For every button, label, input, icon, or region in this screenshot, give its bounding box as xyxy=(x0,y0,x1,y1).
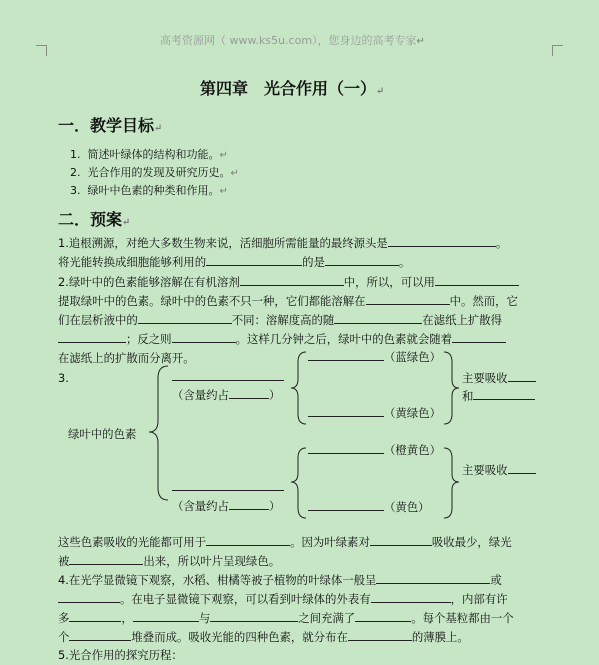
section-heading: 一．教学目标↵ xyxy=(58,116,163,135)
list-item: 1. 简述叶绿体的结构和功能。↵ xyxy=(70,148,228,161)
question-2-line4: ；反之则 。这样几分钟之后，绿叶中的色素就会随着 xyxy=(58,329,506,349)
content-label-2: （含量约占 ） xyxy=(172,499,281,513)
question-1-line2: 将光能转换成细胞能够利用的 的是 。 xyxy=(58,255,411,269)
question-2-line5: 在滤纸上的扩散而分离开。 xyxy=(58,351,195,365)
list-item: 2. 光合作用的发现及研究历史。↵ xyxy=(70,166,239,179)
pigment-blue-green: （蓝绿色） xyxy=(308,347,441,367)
diagram-root-label: 绿叶中的色素 xyxy=(68,427,137,441)
paragraph-mark-icon: ↵ xyxy=(219,150,228,161)
question-4: 4.在光学显微镜下观察，水稻、柑橘等被子植物的叶绿体一般呈 或 xyxy=(58,573,502,587)
pigment-use-line2: 被 出来，所以叶片呈现绿色。 xyxy=(58,554,281,568)
question-1: 1.追根溯源，对绝大多数生物来说，活细胞所需能量的最终源头是 。 xyxy=(58,236,508,250)
content-blank-2 xyxy=(172,477,284,497)
question-5: 5.光合作用的探究历程： xyxy=(58,648,183,662)
paragraph-mark-icon: ↵ xyxy=(230,168,239,179)
section-heading: 二．预案↵ xyxy=(58,210,131,229)
paragraph-mark-icon: ↵ xyxy=(219,186,228,197)
page-title: 第四章 光合作用（一）↵ xyxy=(200,79,385,98)
question-2-line3: 们在层析液中的 不同：溶解度高的随 在滤纸上扩散得 xyxy=(58,313,503,327)
paragraph-mark-icon: ↵ xyxy=(376,86,385,97)
pigment-yellow-green: （黄绿色） xyxy=(308,403,441,423)
absorb-label-2: 主要吸收 xyxy=(462,460,536,480)
page-header: 高考资源网（ www.ks5u.com），您身边的高考专家↵ xyxy=(160,34,425,47)
pigment-use-line: 这些色素吸收的光能都可用于 。因为叶绿素对 吸收最少，绿光 xyxy=(58,535,512,549)
question-2-line2: 提取绿叶中的色素。绿叶中的色素不只一种，它们都能溶解在 中。然而，它 xyxy=(58,294,518,308)
content-blank-1 xyxy=(172,367,284,387)
question-3-number: 3. xyxy=(58,371,69,385)
question-4-line4: 个 堆叠而成。吸收光能的四种色素，就分布在 的薄膜上。 xyxy=(58,630,469,644)
question-4-line2: 。在电子显微镜下观察，可以看到叶绿体的外表有 ，内部有许 xyxy=(58,589,508,609)
paragraph-mark-icon: ↵ xyxy=(122,217,131,228)
pigment-orange: （橙黄色） xyxy=(308,440,441,460)
content-label-1: （含量约占 ） xyxy=(172,388,281,402)
paragraph-mark-icon: ↵ xyxy=(154,123,163,134)
question-4-line3: 多 ， 与 之间充满了 。每个基粒都由一个 xyxy=(58,611,514,625)
list-item: 3. 绿叶中色素的种类和作用。↵ xyxy=(70,184,228,197)
paragraph-mark-icon: ↵ xyxy=(416,36,425,47)
question-2: 2.绿叶中的色素能够溶解在有机溶剂 中，所以，可以用 xyxy=(58,272,519,292)
pigment-yellow: （黄色） xyxy=(308,497,430,517)
absorb-and-label: 和 xyxy=(462,386,535,406)
absorb-label-1: 主要吸收 xyxy=(462,368,536,388)
